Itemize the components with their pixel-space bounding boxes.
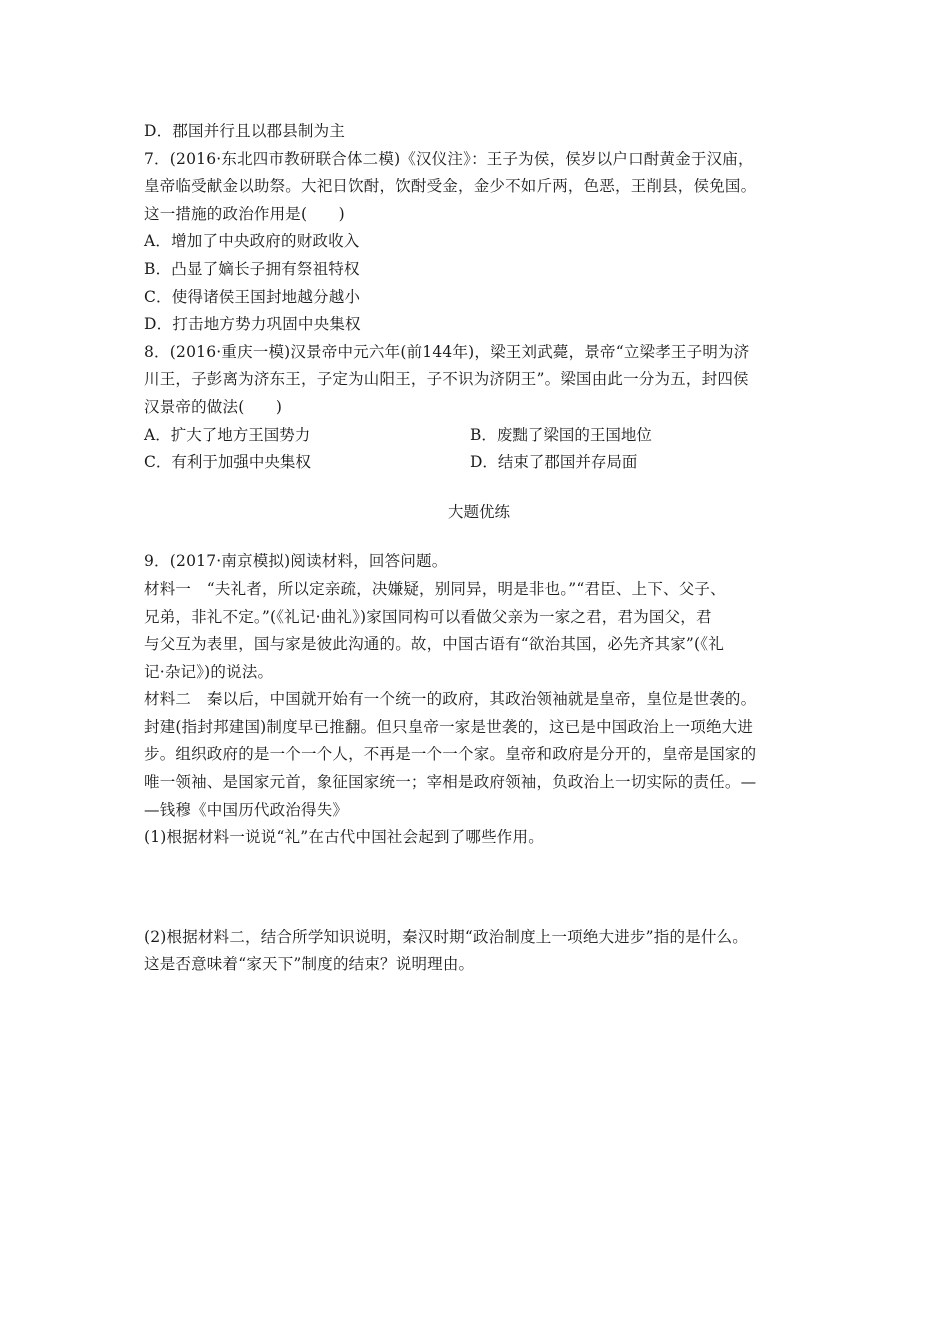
question-9 bbox=[144, 548, 814, 979]
q9-line-8: 步。组织政府的是一个一个人，不再是一个一个家。皇帝和政府是分开的，皇帝是国家的 bbox=[144, 745, 757, 764]
q9-line-2: 材料一 “夫礼者，所以定亲疏，决嫌疑，别同异，明是非也。”“君臣、上下、父子、 bbox=[144, 579, 726, 598]
document-page bbox=[144, 118, 814, 979]
q7-stem-line-1: 7．(2016·东北四市教研联合体二模)《汉仪注》：王子为侯，侯岁以户口酎黄金于汉庙， bbox=[144, 149, 754, 168]
q9-line-5: 记·杂记》)的说法。 bbox=[144, 662, 274, 681]
q9-line-4: 与父互为表里，国与家是彼此沟通的。故，中国古语有“欲治其国，必先齐其家”(《礼 bbox=[144, 635, 724, 654]
question-8 bbox=[144, 339, 814, 477]
q9-line-9: 唯一领袖、是国家元首，象征国家统一；宰相是政府领袖，负政治上一切实际的责任。— bbox=[144, 773, 757, 792]
q7-stem-line-3: 这一措施的政治作用是( ) bbox=[144, 204, 345, 223]
section-title: 大题优练 bbox=[447, 502, 510, 521]
q9-line-6: 材料二 秦以后，中国就开始有一个统一的政府，其政治领袖就是皇帝，皇位是世袭的。 bbox=[144, 690, 757, 709]
q9-part1-question: (1)根据材料一说说“礼”在古代中国社会起到了哪些作用。 bbox=[144, 828, 544, 847]
question-7 bbox=[144, 146, 814, 339]
q8-option-d: D．结束了郡国并存局面 bbox=[470, 453, 638, 472]
q9-line-10: —钱穆《中国历代政治得失》 bbox=[144, 800, 349, 819]
q9-part2-line-2: 这是否意味着“家天下”制度的结束？说明理由。 bbox=[144, 955, 475, 974]
q9-line-3: 兄弟，非礼不定。”(《礼记·曲礼》)家国同构可以看做父亲为一家之君，君为国父，君 bbox=[144, 607, 712, 626]
q9-line-7: 封建(指封邦建国)制度早已推翻。但只皇帝一家是世袭的，这已是中国政治上一项绝大进 bbox=[144, 717, 754, 736]
q6-option-d: D．郡国并行且以郡县制为主 bbox=[144, 122, 346, 140]
q8-options-row-2 bbox=[144, 449, 814, 477]
q8-stem-line-2: 川王，子彭离为济东王，子定为山阳王，子不识为济阴王”。梁国由此一分为五，封四侯 bbox=[144, 370, 749, 389]
q8-option-a: A．扩大了地方王国势力 bbox=[144, 425, 311, 444]
answer-space-part1 bbox=[144, 852, 814, 924]
q8-option-b: B．废黜了梁国的王国地位 bbox=[470, 425, 652, 444]
q7-option-b: B．凸显了嫡长子拥有祭祖特权 bbox=[144, 259, 360, 278]
q8-stem-line-1: 8．(2016·重庆一模)汉景帝中元六年(前144年)，梁王刘武薨，景帝“立梁孝王子明为济 bbox=[144, 342, 750, 361]
q7-option-a: A．增加了中央政府的财政收入 bbox=[144, 232, 360, 251]
q7-option-c: C．使得诸侯王国封地越分越小 bbox=[144, 287, 361, 306]
q8-stem-line-3: 汉景帝的做法( ) bbox=[144, 397, 283, 416]
q8-option-c: C．有利于加强中央集权 bbox=[144, 453, 311, 472]
q9-part2-line-1: (2)根据材料二，结合所学知识说明，秦汉时期“政治制度上一项绝大进步”指的是什么。 bbox=[144, 927, 749, 946]
q8-options-row-1 bbox=[144, 422, 814, 450]
q9-line-1: 9．(2017·南京模拟)阅读材料，回答问题。 bbox=[144, 552, 448, 571]
q7-option-d: D．打击地方势力巩固中央集权 bbox=[144, 315, 361, 334]
q7-stem-line-2: 皇帝临受献金以助祭。大祀日饮酎，饮酎受金，金少不如斤两，色恶，王削县，侯免国。 bbox=[144, 177, 757, 196]
